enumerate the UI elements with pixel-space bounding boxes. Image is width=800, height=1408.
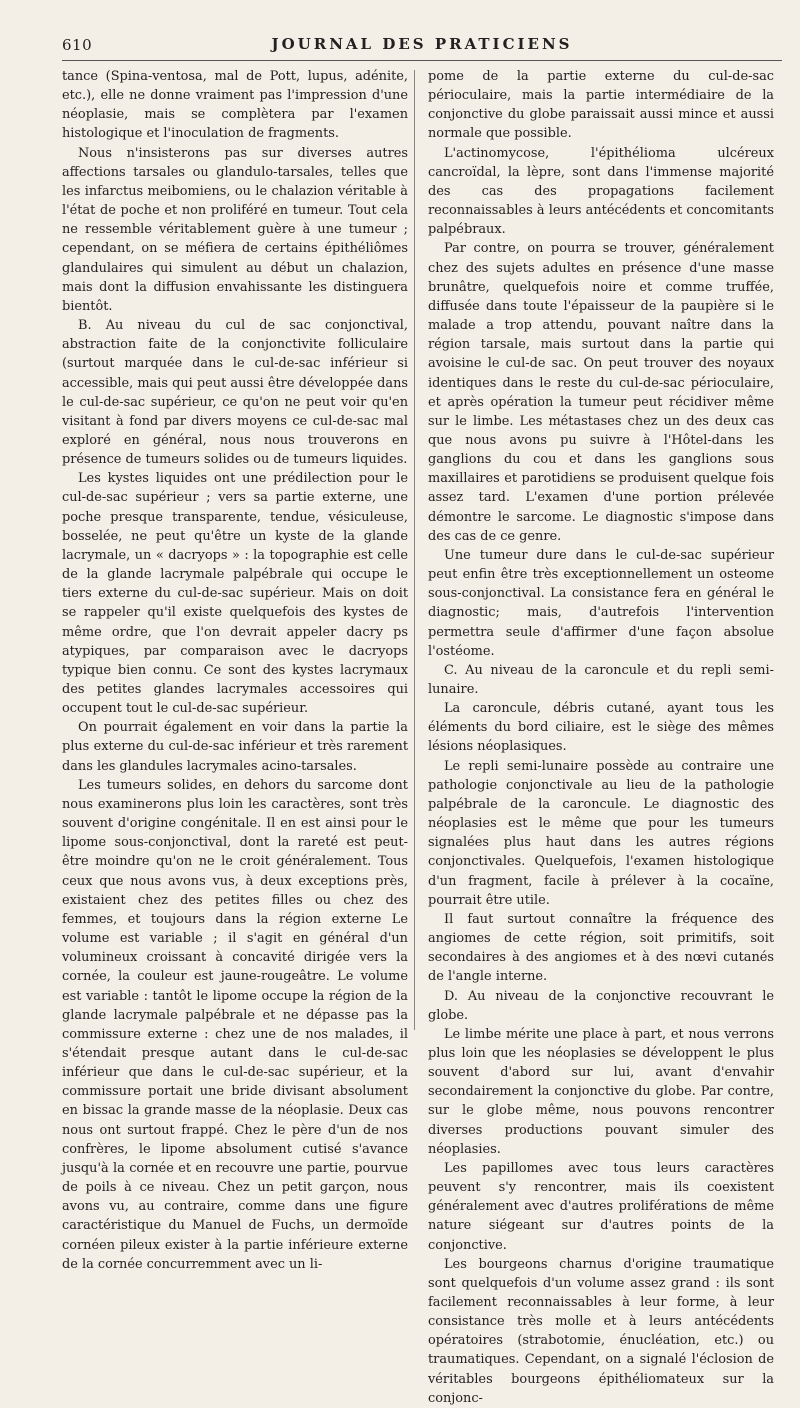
journal-title: JOURNAL DES PRATICIENS: [271, 35, 573, 53]
page-header: [62, 30, 782, 61]
paragraph: Les bourgeons charnus d'origine traumatique sont quelquefois d'un volume assez grand : ils sont facilement reconnaissables à leur forme, à leur consistance très molle et à leurs antécédents opératoires (strabotomie, énucléation, etc.) ou traumatiques. Cependant, on a signalé l'éclosion de véritables bourgeons épithéliomateux sur la conjonc-: [428, 1256, 774, 1406]
section-b-paragraph: B. Au niveau du cul de sac conjonctival, abstraction faite de la conjonctivite folliculaire (surtout marquée dans le cul-de-sac inférieur si accessible, mais qui peut aussi être développée dans le cul-de-sac supérieur, ce qu'on ne peut voir qu'en visitant à fond par divers moyens ce cul-de-sac mal exploré en général, nous nous trouverons en présence de tumeurs solides ou de tumeurs liquides.: [62, 318, 408, 468]
paragraph: L'actinomycose, l'épithélioma ulcéreux cancroïdal, la lèpre, sont dans l'immense majorité des cas des propagations facilement reconnaissables à leurs antécédents et concomitants palpébraux.: [428, 145, 774, 238]
paragraph: tance (Spina-ventosa, mal de Pott, lupus, adénite, etc.), elle ne donne vraiment pas l'impression d'une néoplasie, mais se complètera par l'examen histologique et l'inoculation de fragments.: [62, 69, 408, 142]
page-number: 610: [62, 36, 93, 54]
section-d-heading: D. Au niveau de la conjonctive recouvrant le globe.: [428, 988, 774, 1023]
paragraph: Les tumeurs solides, en dehors du sarcome dont nous examinerons plus loin les caractères, sont très souvent d'origine congénitale. Il en est ainsi pour le lipome sous-conjonctival, dont la rareté est peut-être moindre qu'on ne le croit généralement. Tous ceux que nous avons vus, à deux exceptions près, existaient chez des petites filles ou chez des femmes, et toujours dans la région externe Le volume est variable ; il s'agit en général d'un volumineux croissant à concavité dirigée vers la cornée, la couleur est jaune-rougeâtre. Le volume est variable : tantôt le lipome occupe la région de la glande lacrymale palpébrale et ne dépasse pas la commissure externe : chez une de nos malades, il s'étendait presque autant dans le cul-de-sac inférieur que dans le cul-de-sac supérieur, et la commissure portait une bride divisant absolument en bissac la grande masse de la néoplasie. Deux cas nous ont surtout frappé. Chez le père d'un de nos confrères, le lipome absolument cutisé s'avance jusqu'à la cornée et en recouvre une partie, pourvue de poils à ce niveau. Chez un petit garçon, nous avons vu, au contraire, comme dans une figure caractéristique du Manuel de Fuchs, un dermoïde cornéen pileux exister à la partie inférieure externe de la cornée concurremment avec un li-: [62, 777, 408, 1272]
paragraph: La caroncule, débris cutané, ayant tous les éléments du bord ciliaire, est le siège des mêmes lésions néoplasiques.: [428, 701, 774, 755]
paragraph: Nous n'insisterons pas sur diverses autres affections tarsales ou glandulo-tarsales, telles que les infarctus meibomiens, ou le chalazion véritable à l'état de poche et non proliféré en tumeur. Tout cela ne ressemble véritablement guère à une tumeur ; cependant, on se méfiera de certains épithéliômes glandulaires qui simulent au début un chalazion, mais dont la diffusion envahissante les distinguera bientôt.: [62, 145, 408, 314]
paragraph: Les papillomes avec tous leurs caractères peuvent s'y rencontrer, mais ils coexistent généralement avec d'autres proliférations de même nature siégeant sur d'autres points de la conjonctive.: [428, 1160, 774, 1253]
right-column: [428, 67, 774, 1408]
paragraph: Le repli semi-lunaire possède au contraire une pathologie conjonctivale au lieu de la pathologie palpébrale de la caroncule. Le diagnostic des néoplasies est le même que pour les tumeurs signalées plus haut dans les autres régions conjonctivales. Quelquefois, l'examen histologique d'un fragment, facile à prélever à la cocaïne, pourrait être utile.: [428, 758, 774, 908]
paragraph: pome de la partie externe du cul-de-sac périoculaire, mais la partie intermédiaire de la conjonctive du globe paraissait aussi mince et aussi normale que possible.: [428, 69, 774, 142]
paragraph: Une tumeur dure dans le cul-de-sac supérieur peut enfin être très exceptionnellement un osteome sous-conjonctival. La consistance fera en général le diagnostic; mais, d'autrefois l'intervention permettra seule d'affirmer d'une façon absolue l'ostéome.: [428, 547, 774, 659]
paragraph: Par contre, on pourra se trouver, généralement chez des sujets adultes en présence d'une masse brunâtre, quelquefois noire et comme truffée, diffusée dans toute l'épaisseur de la paupière si le malade a trop attendu, pouvant naître dans la région tarsale, mais surtout dans la partie qui avoisine le cul-de sac. On peut trouver des noyaux identiques dans le reste du cul-de-sac périoculaire, et après opération la tumeur peut récidiver même sur le limbe. Les métastases chez un des deux cas que nous avons pu suivre à l'Hôtel-dans les ganglions du cou et dans les ganglions sous maxillaires et parotidiens se produisent quelque fois assez tard. L'examen d'une portion prélevée démontre le sarcome. Le diagnostic s'impose dans des cas de ce genre.: [428, 241, 774, 544]
paragraph: Le limbe mérite une place à part, et nous verrons plus loin que les néoplasies se développent le plus souvent d'abord sur lui, avant d'envahir secondairement la conjonctive du globe. Par contre, sur le globe même, nous pouvons rencontrer diverses productions pouvant simuler des néoplasies.: [428, 1026, 774, 1157]
paragraph: Il faut surtout connaître la fréquence des angiomes de cette région, soit primitifs, soit secondaires à des angiomes et à des nœvi cutanés de l'angle interne.: [428, 911, 774, 985]
section-c-heading: C. Au niveau de la caroncule et du repli semi-lunaire.: [428, 662, 774, 697]
paragraph: Les kystes liquides ont une prédilection pour le cul-de-sac supérieur ; vers sa partie externe, une poche presque transparente, tendue, vésiculeuse, bosselée, ne peut qu'être un kyste de la glande lacrymale, un « dacryops » : la topographie est celle de la glande lacrymale palpébrale qui occupe le tiers externe du cul-de-sac supérieur. Mais on doit se rappeler qu'il existe quelquefois des kystes de même ordre, que l'on devrait appeler dacry ps atypiques, par comparaison avec le dacryops typique bien connu. Ce sont des kystes lacrymaux des petites glandes lacrymales accessoires qui occupent tout le cul-de-sac supérieur.: [62, 471, 408, 717]
paragraph: On pourrait également en voir dans la partie la plus externe du cul-de-sac inférieur et très rarement dans les glandules lacrymales acino-tarsales.: [62, 720, 408, 774]
column-divider: [414, 70, 415, 1030]
left-column: [62, 67, 408, 1274]
